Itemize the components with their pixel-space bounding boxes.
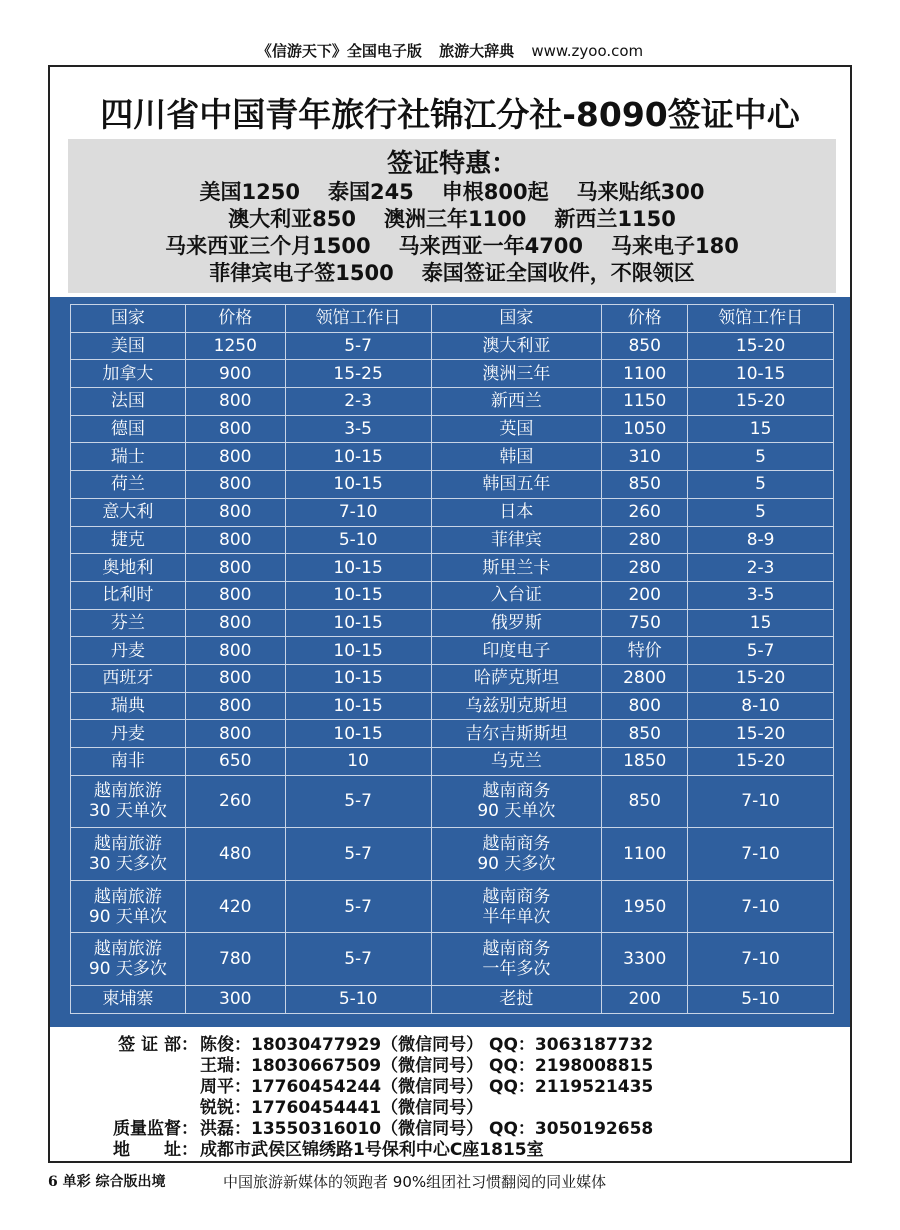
- cell-line: 越南旅游: [93, 939, 162, 960]
- days-cell: 5-10: [285, 986, 431, 1014]
- country-cell: 国家: [431, 305, 602, 333]
- table-row: [71, 471, 834, 499]
- cell-line: 越南商务: [482, 886, 551, 907]
- table-row: [71, 388, 834, 416]
- country-cell: 加拿大: [71, 360, 186, 388]
- contact-value: 成都市武侯区锦绣路1号保利中心C座1815室: [200, 1140, 544, 1160]
- country-cell: 新西兰: [431, 388, 602, 416]
- table-row: [71, 986, 834, 1014]
- contact-row: [88, 1056, 848, 1077]
- price-cell: 750: [602, 609, 688, 637]
- days-cell: 15-20: [688, 332, 834, 360]
- country-cell: 澳大利亚: [431, 332, 602, 360]
- days-cell: 7-10: [688, 828, 834, 881]
- promo-box: [68, 139, 836, 293]
- cell-line: 90 天单次: [88, 906, 167, 927]
- price-cell: 310: [602, 443, 688, 471]
- price-cell: 850: [602, 471, 688, 499]
- promo-line: [68, 233, 836, 260]
- country-cell: [431, 828, 602, 881]
- days-cell: 5-7: [285, 828, 431, 881]
- promo-item: 泰国签证全国收件，不限领区: [421, 261, 695, 285]
- cell-line: 越南旅游: [93, 781, 162, 802]
- contact-label: [88, 1098, 200, 1119]
- country-cell: 荷兰: [71, 471, 186, 499]
- days-cell: 10-15: [285, 637, 431, 665]
- days-cell: 5-7: [688, 637, 834, 665]
- days-cell: 5: [688, 498, 834, 526]
- price-cell: 3300: [602, 933, 688, 986]
- promo-heading: 签证特惠：: [386, 149, 517, 179]
- table-row: [71, 443, 834, 471]
- contact-row: [88, 1035, 848, 1056]
- days-cell: 10-15: [285, 554, 431, 582]
- country-cell: 法国: [71, 388, 186, 416]
- cell-line: 越南旅游: [93, 886, 162, 907]
- promo-item: 马来西亚一年4700: [398, 234, 584, 258]
- price-cell: 800: [185, 443, 285, 471]
- contact-label: 地 址：: [113, 1140, 198, 1160]
- price-cell: 2800: [602, 664, 688, 692]
- price-cell: 价格: [185, 305, 285, 333]
- days-cell: 15-25: [285, 360, 431, 388]
- country-cell: 奥地利: [71, 554, 186, 582]
- advert-title: 四川省中国青年旅行社锦江分社-8090签证中心: [100, 95, 800, 134]
- contact-row: [88, 1119, 848, 1140]
- price-cell: 260: [185, 775, 285, 828]
- country-cell: 丹麦: [71, 637, 186, 665]
- price-cell: 260: [602, 498, 688, 526]
- country-cell: 斯里兰卡: [431, 554, 602, 582]
- promo-line: [68, 206, 836, 233]
- country-cell: 比利时: [71, 581, 186, 609]
- country-cell: 南非: [71, 748, 186, 776]
- country-cell: 德国: [71, 415, 186, 443]
- contact-value: 洪磊：13550316010（微信同号） QQ：3050192658: [200, 1119, 654, 1139]
- table-row: [71, 332, 834, 360]
- days-cell: 15-20: [688, 664, 834, 692]
- country-cell: 瑞士: [71, 443, 186, 471]
- days-cell: 15-20: [688, 720, 834, 748]
- price-cell: 420: [185, 880, 285, 933]
- days-cell: 8-9: [688, 526, 834, 554]
- contact-list: [88, 1035, 848, 1161]
- country-cell: 印度电子: [431, 637, 602, 665]
- price-cell: 800: [185, 554, 285, 582]
- price-cell: 800: [185, 526, 285, 554]
- days-cell: 5-7: [285, 332, 431, 360]
- days-cell: 10: [285, 748, 431, 776]
- contact-value: 陈俊：18030477929（微信同号） QQ：3063187732: [200, 1035, 654, 1055]
- country-cell: 丹麦: [71, 720, 186, 748]
- cell-line: 90 天单次: [477, 801, 556, 822]
- cell-line: 90 天多次: [88, 959, 167, 980]
- days-cell: 7-10: [688, 775, 834, 828]
- price-cell: 280: [602, 554, 688, 582]
- country-cell: 瑞典: [71, 692, 186, 720]
- table-row: [71, 720, 834, 748]
- cell-line: 30 天多次: [88, 854, 167, 875]
- country-cell: [431, 880, 602, 933]
- contact-value: 王瑞：18030667509（微信同号） QQ：2198008815: [200, 1056, 654, 1076]
- price-cell: 480: [185, 828, 285, 881]
- days-cell: 领馆工作日: [688, 305, 834, 333]
- price-cell: 1150: [602, 388, 688, 416]
- price-cell: 850: [602, 775, 688, 828]
- cell-line: 90 天多次: [477, 854, 556, 875]
- contact-label: [88, 1056, 200, 1077]
- promo-lines: [68, 179, 836, 287]
- contact-label: 签 证 部：: [118, 1035, 198, 1055]
- days-cell: 3-5: [688, 581, 834, 609]
- country-cell: 韩国: [431, 443, 602, 471]
- country-cell: 芬兰: [71, 609, 186, 637]
- country-cell: 澳洲三年: [431, 360, 602, 388]
- days-cell: 15: [688, 609, 834, 637]
- days-cell: 10-15: [285, 720, 431, 748]
- price-cell: 800: [185, 609, 285, 637]
- masthead: [0, 40, 900, 61]
- table-row: [71, 692, 834, 720]
- table-row: [71, 664, 834, 692]
- days-cell: 8-10: [688, 692, 834, 720]
- price-cell: 800: [185, 388, 285, 416]
- days-cell: 5-7: [285, 880, 431, 933]
- table-row: [71, 554, 834, 582]
- price-cell: 300: [185, 986, 285, 1014]
- price-cell: 200: [602, 986, 688, 1014]
- days-cell: 10-15: [285, 609, 431, 637]
- table-header-row: [71, 305, 834, 333]
- promo-item: 澳洲三年1100: [383, 207, 527, 231]
- days-cell: 3-5: [285, 415, 431, 443]
- country-cell: 柬埔寨: [71, 986, 186, 1014]
- table-row: [71, 880, 834, 933]
- price-cell: 1950: [602, 880, 688, 933]
- table-row: [71, 415, 834, 443]
- days-cell: 5: [688, 471, 834, 499]
- days-cell: 领馆工作日: [285, 305, 431, 333]
- price-cell: 800: [185, 471, 285, 499]
- table-row: [71, 775, 834, 828]
- table-row: [71, 498, 834, 526]
- promo-line: [68, 179, 836, 206]
- promo-item: 菲律宾电子签1500: [209, 261, 394, 285]
- price-cell: 280: [602, 526, 688, 554]
- cell-line: 越南商务: [482, 781, 551, 802]
- visa-price-table: [70, 304, 834, 1014]
- days-cell: 2-3: [285, 388, 431, 416]
- contact-value: 锐锐：17760454441（微信同号）: [200, 1098, 484, 1118]
- cell-line: 半年单次: [482, 906, 551, 927]
- price-panel: [50, 297, 850, 1027]
- cell-line: 越南旅游: [93, 834, 162, 855]
- days-cell: 7-10: [285, 498, 431, 526]
- price-cell: 800: [185, 498, 285, 526]
- price-cell: 800: [185, 664, 285, 692]
- promo-item: 申根800起: [441, 180, 549, 204]
- country-cell: 意大利: [71, 498, 186, 526]
- days-cell: 5: [688, 443, 834, 471]
- country-cell: 韩国五年: [431, 471, 602, 499]
- promo-item: 泰国245: [327, 180, 414, 204]
- days-cell: 15-20: [688, 748, 834, 776]
- price-cell: 800: [602, 692, 688, 720]
- promo-item: 马来西亚三个月1500: [165, 234, 371, 258]
- price-cell: 900: [185, 360, 285, 388]
- days-cell: 5-7: [285, 933, 431, 986]
- country-cell: 乌克兰: [431, 748, 602, 776]
- website-link[interactable]: www.zyoo.com: [531, 42, 644, 60]
- days-cell: 2-3: [688, 554, 834, 582]
- price-cell: 800: [185, 581, 285, 609]
- days-cell: 10-15: [285, 443, 431, 471]
- table-row: [71, 526, 834, 554]
- price-cell: 200: [602, 581, 688, 609]
- price-cell: 1100: [602, 360, 688, 388]
- promo-item: 澳大利亚850: [228, 207, 356, 231]
- promo-item: 马来贴纸300: [576, 180, 705, 204]
- price-cell: 特价: [602, 637, 688, 665]
- promo-item: 马来电子180: [611, 234, 739, 258]
- country-cell: 捷克: [71, 526, 186, 554]
- days-cell: 5-7: [285, 775, 431, 828]
- days-cell: 10-15: [285, 664, 431, 692]
- contact-label: [88, 1077, 200, 1098]
- days-cell: 10-15: [688, 360, 834, 388]
- section-name: 旅游大辞典: [439, 42, 515, 60]
- price-cell: 1850: [602, 748, 688, 776]
- country-cell: 哈萨克斯坦: [431, 664, 602, 692]
- price-cell: 800: [185, 637, 285, 665]
- table-row: [71, 360, 834, 388]
- table-row: [71, 609, 834, 637]
- price-cell: 800: [185, 415, 285, 443]
- country-cell: [431, 775, 602, 828]
- page-number: 6 单彩 综合版出境: [48, 1174, 166, 1190]
- contact-label: 质量监督：: [113, 1119, 198, 1139]
- price-cell: 850: [602, 332, 688, 360]
- contact-row: [88, 1140, 848, 1161]
- days-cell: 10-15: [285, 692, 431, 720]
- days-cell: 5-10: [688, 986, 834, 1014]
- table-row: [71, 828, 834, 881]
- days-cell: 15-20: [688, 388, 834, 416]
- days-cell: 10-15: [285, 581, 431, 609]
- price-cell: 780: [185, 933, 285, 986]
- footer-tagline: 中国旅游新媒体的领跑者 90%组团社习惯翻阅的同业媒体: [223, 1173, 607, 1191]
- promo-item: 美国1250: [199, 180, 300, 204]
- cell-line: 30 天单次: [88, 801, 167, 822]
- contact-row: [88, 1098, 848, 1119]
- cell-line: 越南商务: [482, 939, 551, 960]
- table-row: [71, 637, 834, 665]
- price-cell: 1250: [185, 332, 285, 360]
- country-cell: [71, 775, 186, 828]
- days-cell: 7-10: [688, 880, 834, 933]
- country-cell: [431, 933, 602, 986]
- country-cell: 菲律宾: [431, 526, 602, 554]
- price-cell: 850: [602, 720, 688, 748]
- price-cell: 价格: [602, 305, 688, 333]
- country-cell: [71, 828, 186, 881]
- price-cell: 800: [185, 720, 285, 748]
- country-cell: [71, 933, 186, 986]
- contact-value: 周平：17760454244（微信同号） QQ：2119521435: [200, 1077, 654, 1097]
- country-cell: 西班牙: [71, 664, 186, 692]
- country-cell: 入台证: [431, 581, 602, 609]
- country-cell: 国家: [71, 305, 186, 333]
- days-cell: 7-10: [688, 933, 834, 986]
- price-cell: 650: [185, 748, 285, 776]
- promo-item: 新西兰1150: [554, 207, 676, 231]
- country-cell: 美国: [71, 332, 186, 360]
- days-cell: 15: [688, 415, 834, 443]
- cell-line: 越南商务: [482, 834, 551, 855]
- advert-frame: [48, 65, 852, 1163]
- country-cell: 吉尔吉斯斯坦: [431, 720, 602, 748]
- price-cell: 800: [185, 692, 285, 720]
- table-row: [71, 581, 834, 609]
- days-cell: 5-10: [285, 526, 431, 554]
- cell-line: 一年多次: [482, 959, 551, 980]
- table-row: [71, 748, 834, 776]
- contact-row: [88, 1077, 848, 1098]
- table-row: [71, 933, 834, 986]
- country-cell: 老挝: [431, 986, 602, 1014]
- publication-name: 《信游天下》全国电子版: [256, 42, 422, 60]
- days-cell: 10-15: [285, 471, 431, 499]
- price-cell: 1050: [602, 415, 688, 443]
- promo-line: [68, 260, 836, 287]
- country-cell: 英国: [431, 415, 602, 443]
- country-cell: [71, 880, 186, 933]
- country-cell: 日本: [431, 498, 602, 526]
- country-cell: 乌兹别克斯坦: [431, 692, 602, 720]
- price-cell: 1100: [602, 828, 688, 881]
- country-cell: 俄罗斯: [431, 609, 602, 637]
